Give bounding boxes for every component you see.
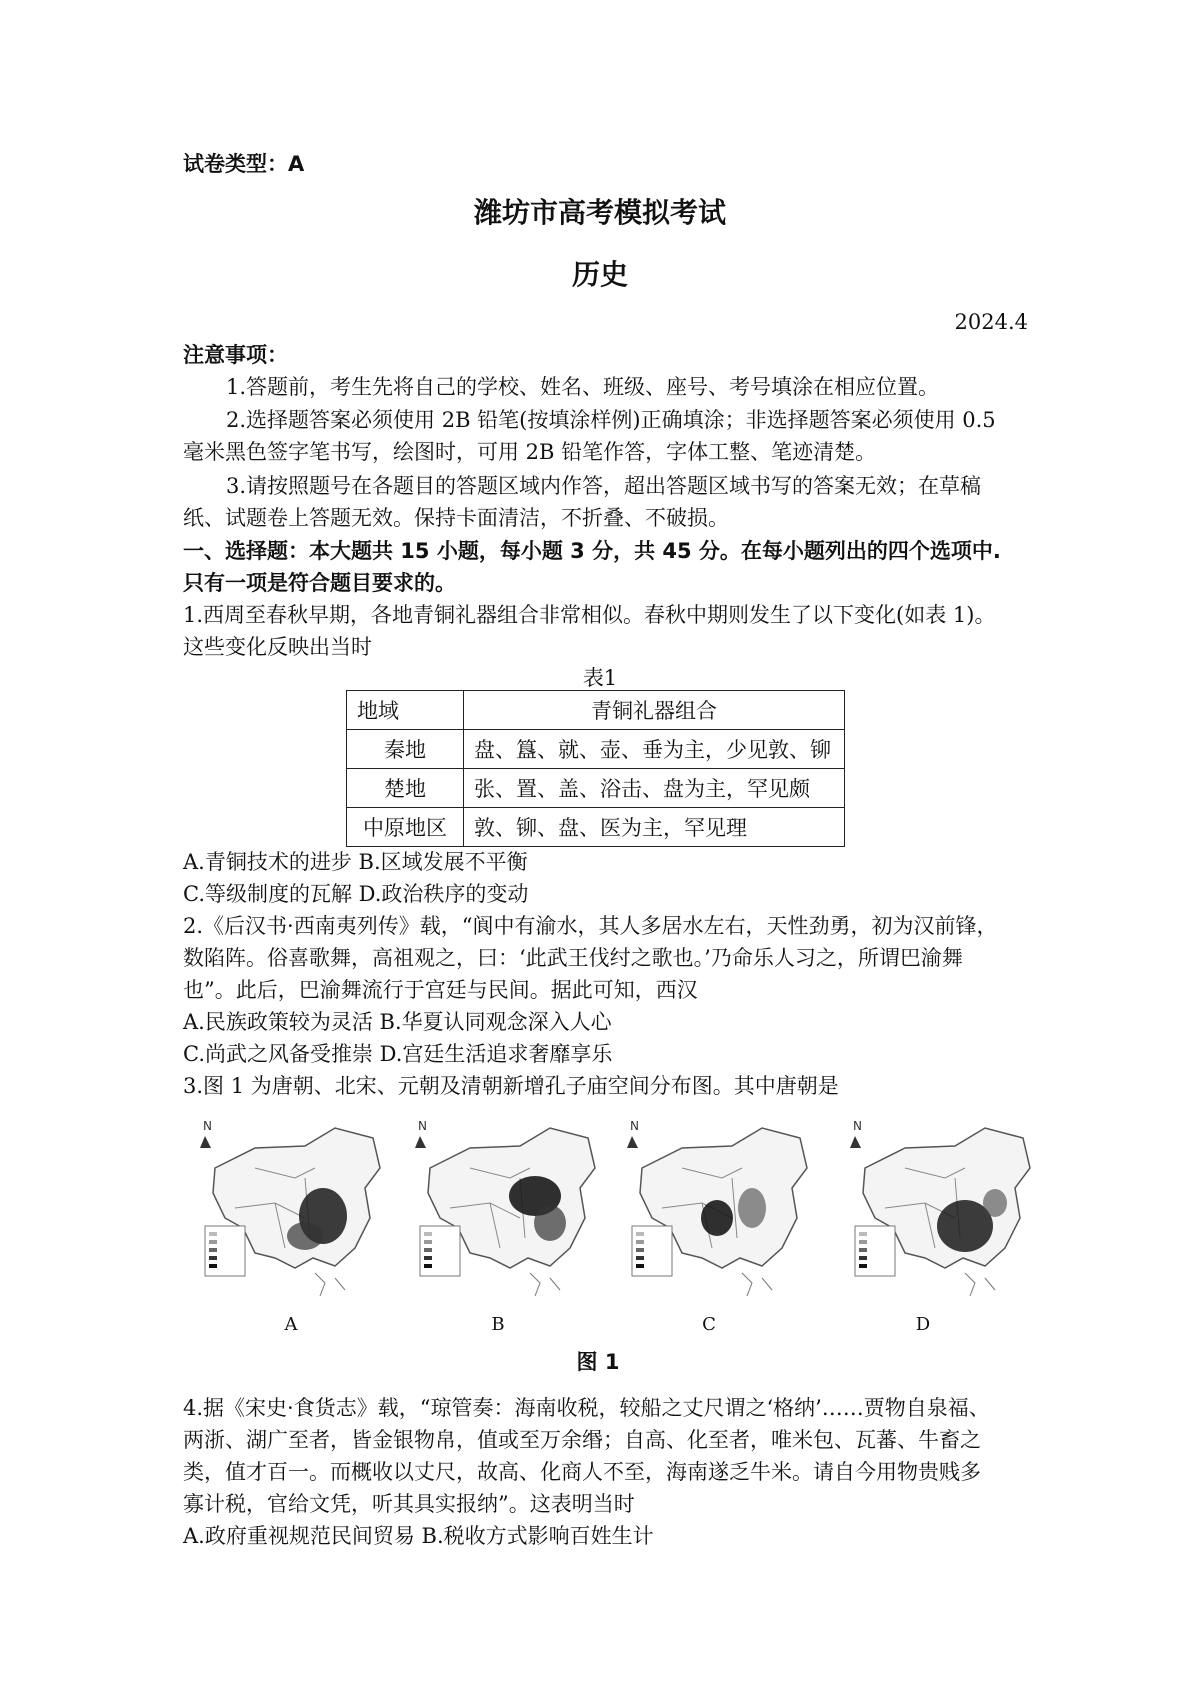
q2-options-line-2: C.尚武之风备受推崇 D.宫廷生活追求奢靡享乐 <box>183 1042 613 1066</box>
q4-stem-line-4: 寡计税，官给文凭，听其具实报纳”。这表明当时 <box>183 1492 635 1516</box>
q1-stem-line-2: 这些变化反映出当时 <box>183 635 372 659</box>
q2-stem-line-2: 数陷阵。俗喜歌舞，高祖观之，曰：‘此武王伐纣之歌也。’乃命乐人习之，所谓巴渝舞 <box>183 946 963 970</box>
table-header-region: 地域 <box>347 691 464 730</box>
section-1-instruction-line-1: 一、选择题：本大题共 15 小题，每小题 3 分，共 45 分。在每小题列出的四个选项中. <box>183 539 1001 563</box>
table-cell-bronze: 敦、铆、盘、医为主，罕见理 <box>464 808 845 847</box>
table-cell-bronze: 盘、簋、就、壶、垂为主，少见敦、铆 <box>464 730 845 769</box>
svg-text:N: N <box>203 1119 212 1133</box>
q4-options-line-1: A.政府重视规范民间贸易 B.税收方式影响百姓生计 <box>183 1524 654 1548</box>
map-d <box>845 1108 1045 1308</box>
table-1-caption: 表1 <box>582 666 618 690</box>
notice-item-2-line-2: 毫米黑色签字笔书写，绘图时，可用 2B 铅笔作答，字体工整、笔迹清楚。 <box>183 440 877 464</box>
notice-item-3-line-2: 纸、试题卷上答题无效。保持卡面清洁，不折叠、不破损。 <box>183 506 729 530</box>
table-cell-region: 楚地 <box>347 769 464 808</box>
q4-stem-line-1: 4.据《宋史·食货志》载，“琼管奏：海南收税，较船之丈尺谓之‘格纳’……贾物自泉福、 <box>183 1396 990 1420</box>
paper-type: 试卷类型：A <box>183 152 305 176</box>
map-a-label: A <box>284 1314 298 1335</box>
map-a-figure <box>195 1108 395 1308</box>
q2-options-line-1: A.民族政策较为灵活 B.华夏认同观念深入人心 <box>183 1010 612 1034</box>
table-cell-region: 秦地 <box>347 730 464 769</box>
exam-date: 2024.4 <box>954 310 1028 334</box>
q1-stem-line-1: 1.西周至春秋早期，各地青铜礼器组合非常相似。春秋中期则发生了以下变化(如表 1)。 <box>183 603 996 627</box>
q2-stem-line-3: 也”。此后，巴渝舞流行于宫廷与民间。据此可知，西汉 <box>183 978 698 1002</box>
map-d-label: D <box>915 1314 931 1335</box>
notice-heading: 注意事项： <box>183 343 288 367</box>
map-c-figure <box>622 1108 822 1308</box>
svg-text:N: N <box>418 1119 427 1133</box>
notice-item-1: 1.答题前，考生先将自己的学校、姓名、班级、座号、考号填涂在相应位置。 <box>226 375 940 399</box>
table-header-row <box>347 691 845 730</box>
map-d-figure <box>845 1108 1045 1308</box>
q1-options-line-2: C.等级制度的瓦解 D.政治秩序的变动 <box>183 882 529 906</box>
table-1 <box>346 690 845 847</box>
map-b-label: B <box>491 1314 505 1335</box>
table-row <box>347 769 845 808</box>
section-1-instruction-line-2: 只有一项是符合题目要求的。 <box>183 571 456 595</box>
svg-text:N: N <box>853 1119 862 1133</box>
map-c <box>622 1108 822 1308</box>
map-b <box>410 1108 610 1308</box>
table-row <box>347 808 845 847</box>
q4-stem-line-2: 两浙、湖广至者，皆金银物帛，值或至万余缗；自高、化至者，唯米包、瓦蕃、牛畜之 <box>183 1428 981 1452</box>
map-c-label: C <box>702 1314 716 1335</box>
svg-text:N: N <box>630 1119 639 1133</box>
table-header-bronze: 青铜礼器组合 <box>464 691 845 730</box>
exam-title: 潍坊市高考模拟考试 <box>473 196 726 229</box>
notice-item-2-line-1: 2.选择题答案必须使用 2B 铅笔(按填涂样例)正确填涂；非选择题答案必须使用 0.5 <box>226 408 996 432</box>
map-a <box>195 1108 395 1308</box>
q3-stem-line-1: 3.图 1 为唐朝、北宋、元朝及清朝新增孔子庙空间分布图。其中唐朝是 <box>183 1074 839 1098</box>
subject-title: 历史 <box>571 258 628 291</box>
q1-options-line-1: A.青铜技术的进步 B.区域发展不平衡 <box>183 850 528 874</box>
table-cell-region: 中原地区 <box>347 808 464 847</box>
table-cell-bronze: 张、置、盖、浴击、盘为主，罕见颇 <box>464 769 845 808</box>
map-b-figure <box>410 1108 610 1308</box>
figure-1-caption: 图 1 <box>576 1350 620 1374</box>
table-row <box>347 730 845 769</box>
q4-stem-line-3: 类，值才百一。而概收以丈尺，故高、化商人不至，海南遂乏牛米。请自今用物贵贱多 <box>183 1460 981 1484</box>
notice-item-3-line-1: 3.请按照题号在各题目的答题区域内作答，超出答题区域书写的答案无效；在草稿 <box>226 474 982 498</box>
q2-stem-line-1: 2.《后汉书·西南夷列传》载，“阆中有渝水，其人多居水左右，天性劲勇，初为汉前锋， <box>183 914 998 938</box>
